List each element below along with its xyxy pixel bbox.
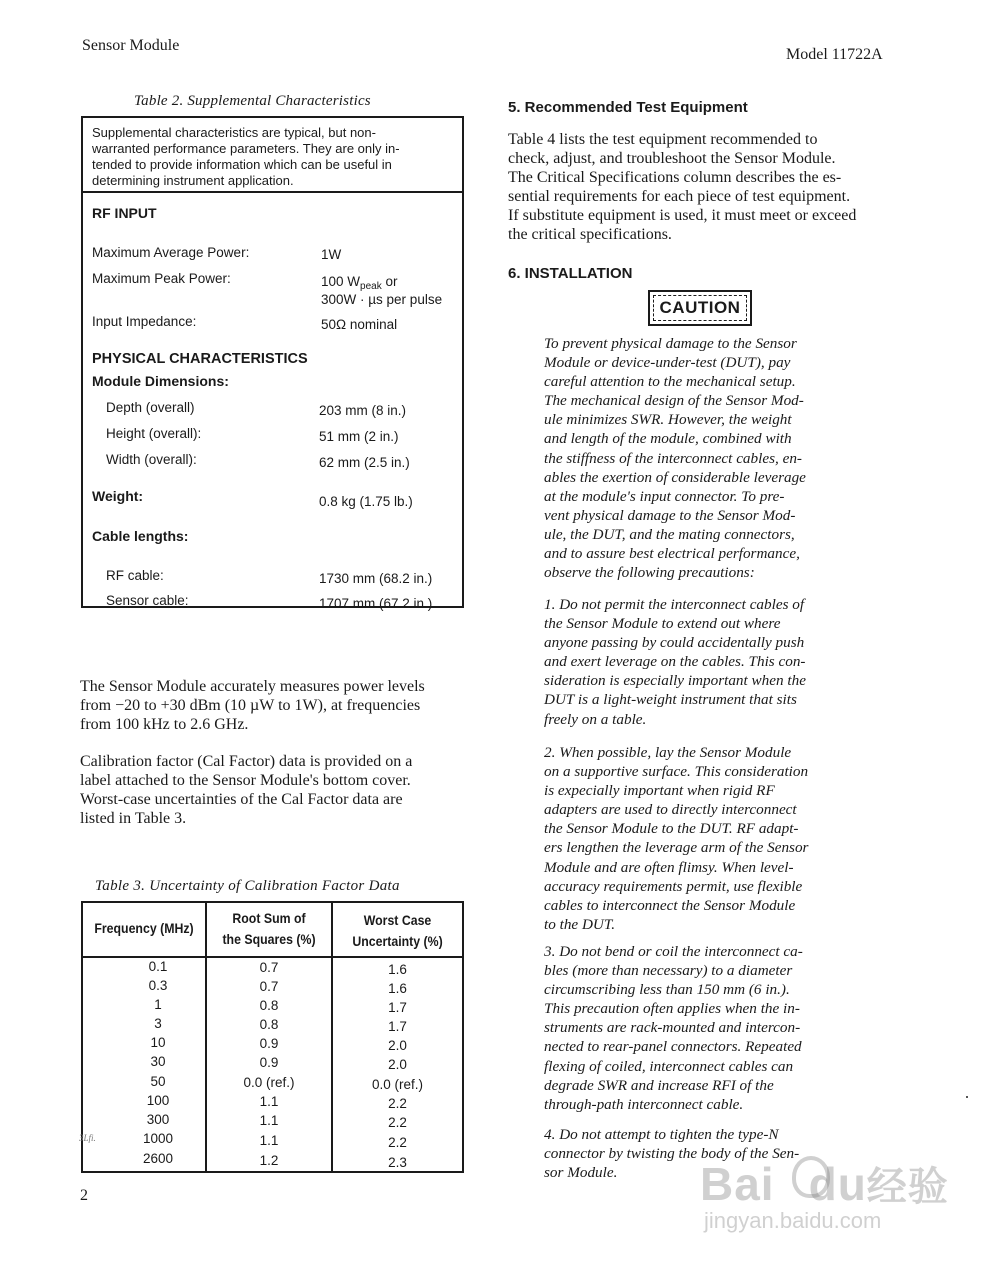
para-line: listed in Table 3.: [80, 810, 187, 827]
header-line: Worst Case: [363, 912, 432, 928]
weight-label: Weight:: [92, 488, 144, 504]
caution-label: CAUTION: [659, 298, 741, 317]
page-number: 2: [80, 1187, 88, 1204]
caution-line: the stiffness of the interconnect cables, en-: [544, 449, 802, 467]
rf-row-label: Input Impedance:: [92, 314, 197, 329]
caution-line: 2. When possible, lay the Sensor Module: [544, 744, 792, 761]
caution-box: [648, 290, 752, 326]
caution-line: the Sensor Module to extend out where: [544, 615, 781, 633]
rf-row-label: Maximum Peak Power:: [92, 271, 231, 286]
rf-row-label: Maximum Average Power:: [92, 245, 250, 260]
header-line: Root Sum of: [232, 910, 306, 926]
table3: [81, 901, 464, 1173]
caution-line: ers lengthen the leverage arm of the Sensor: [544, 839, 809, 857]
freq-cell: 2600: [142, 1151, 174, 1166]
dim-row-label: Height (overall):: [106, 426, 202, 441]
table2-note-text: [92, 125, 456, 189]
caution-line: at the module's input connector. To pre-: [544, 487, 785, 505]
precaution-item-3: [544, 942, 851, 1114]
caution-line: ule, the DUT, and the mating connectors,: [544, 525, 795, 543]
caution-line: sideration is especially important when the: [544, 672, 806, 690]
caution-line: 4. Do not attempt to tighten the type-N: [544, 1126, 779, 1143]
watermark-text: du: [808, 1158, 867, 1210]
header-line: Frequency (MHz): [94, 920, 194, 936]
caution-line: To prevent physical damage to the Sensor: [544, 335, 797, 352]
header-divider: [83, 956, 462, 958]
caution-line: Module or device-under-test (DUT), pay: [544, 354, 791, 372]
worst-cell: 1.7: [388, 1019, 407, 1034]
caution-line: cables to interconnect the Sensor Module: [544, 896, 796, 914]
freq-cell: 100: [146, 1093, 170, 1108]
rss-cell: 0.8: [259, 1017, 279, 1032]
rss-cell: 0.9: [259, 1055, 279, 1070]
rf-row-value: 50Ω nominal: [321, 317, 398, 332]
caution-line: DUT is a light-weight instrument that sits: [544, 691, 797, 709]
cable-heading: Cable lengths:: [92, 528, 189, 544]
rf-row-value-line2: 300W · µs per pulse: [321, 292, 443, 307]
worst-cell: 2.0: [388, 1038, 407, 1053]
worst-cell: 2.3: [388, 1155, 407, 1170]
scan-artifact: 3Lfi.: [79, 1133, 96, 1143]
peak-subscript: peak: [360, 281, 382, 292]
caution-line: the Sensor Module to the DUT. RF adapt-: [544, 820, 799, 838]
dim-row-label: Width (overall):: [106, 452, 197, 467]
caution-line: and to assure best electrical performance,: [544, 545, 800, 563]
freq-cell: 10: [150, 1035, 166, 1050]
header-line: Uncertainty (%): [352, 933, 443, 949]
caution-line: is expecially important when rigid RF: [544, 782, 775, 800]
freq-cell: 50: [150, 1074, 166, 1089]
rss-cell: 1.1: [259, 1094, 279, 1109]
watermark-text: Bai: [700, 1158, 775, 1210]
freq-cell: 1000: [142, 1131, 174, 1146]
rss-cell: 1.1: [259, 1133, 279, 1148]
para-line: the critical specifications.: [508, 226, 672, 243]
body-paragraph: [80, 752, 464, 828]
caution-line: through-path interconnect cable.: [544, 1095, 744, 1113]
running-header-right: Model 11722A: [786, 46, 883, 63]
para-line: label attached to the Sensor Module's bottom cover.: [80, 772, 411, 789]
cable-row-label: RF cable:: [106, 568, 164, 583]
worst-cell: 2.2: [388, 1135, 407, 1150]
caution-line: struments are rack-mounted and intercon-: [544, 1019, 801, 1037]
dim-row-value: 62 mm (2.5 in.): [319, 455, 410, 470]
note-line: warranted performance parameters. They are only in-: [92, 141, 400, 156]
paw-icon: [792, 1156, 830, 1198]
para-line: from −20 to +30 dBm (10 µW to 1W), at frequencies: [80, 697, 421, 714]
running-header-left: Sensor Module: [82, 37, 180, 54]
physical-heading: PHYSICAL CHARACTERISTICS: [92, 351, 308, 367]
dim-row-value: 203 mm (8 in.): [319, 403, 407, 418]
caution-line: observe the following precautions:: [544, 564, 755, 582]
worst-cell: 2.0: [388, 1057, 407, 1072]
caution-line: circumscribing less than 150 mm (6 in.).: [544, 981, 790, 999]
caution-line: connector by twisting the body of the Sen-: [544, 1145, 800, 1163]
caution-line: to the DUT.: [544, 915, 616, 933]
caution-line: ables the exertion of considerable leverage: [544, 468, 806, 486]
worst-cell: 2.2: [388, 1096, 407, 1111]
rss-cell: 0.0 (ref.): [243, 1075, 295, 1090]
weight-value: 0.8 kg (1.75 lb.): [319, 494, 413, 509]
caution-line: bles (more than necessary) to a diameter: [544, 962, 793, 980]
rf-row-value: [321, 274, 397, 292]
worst-cell: 1.6: [388, 981, 407, 996]
worst-cell: 0.0 (ref.): [371, 1077, 423, 1092]
rss-cell: 0.9: [259, 1036, 279, 1051]
caution-line: The mechanical design of the Sensor Mod-: [544, 392, 804, 410]
table3-caption: Table 3. Uncertainty of Calibration Factor Data: [95, 878, 400, 894]
baidu-watermark-url: jingyan.baidu.com: [704, 1208, 882, 1233]
scan-dot: [966, 1096, 968, 1098]
caution-line: adapters are used to directly interconnect: [544, 801, 797, 819]
caution-line: Module and are often flimsy. When level-: [544, 858, 794, 876]
caution-intro: [544, 334, 851, 582]
para-line: from 100 kHz to 2.6 GHz.: [80, 716, 249, 733]
para-line: Worst-case uncertainties of the Cal Factor data are: [80, 791, 403, 808]
precaution-item-1: [544, 595, 851, 729]
caution-line: sor Module.: [544, 1164, 618, 1182]
freq-cell: 30: [150, 1054, 166, 1069]
rss-cell: 0.8: [259, 998, 279, 1013]
dim-row-label: Depth (overall): [106, 400, 195, 415]
table2-caption: Table 2. Supplemental Characteristics: [134, 93, 371, 109]
freq-cell: 0.1: [148, 959, 168, 974]
caution-line: careful attention to the mechanical setup.: [544, 373, 796, 391]
cable-row-value: 1730 mm (68.2 in.): [319, 571, 433, 586]
precaution-item-2: [544, 743, 851, 934]
rss-cell: 1.1: [259, 1113, 279, 1128]
section5-paragraph: [508, 130, 892, 244]
rss-cell: 1.2: [259, 1153, 279, 1168]
note-line: Supplemental characteristics are typical, but non-: [92, 125, 376, 140]
body-paragraph: [80, 677, 464, 734]
caution-line: 3. Do not bend or coil the interconnect ca-: [544, 943, 803, 960]
para-line: Table 4 lists the test equipment recommended to: [508, 131, 818, 148]
rf-input-heading: RF INPUT: [92, 205, 157, 221]
caution-line: accuracy requirements permit, use flexible: [544, 877, 803, 895]
rf-row-value: 1W: [321, 247, 342, 262]
caution-line: and length of the module, combined with: [544, 430, 792, 448]
caution-line: nected to rear-panel connectors. Repeated: [544, 1038, 802, 1056]
caution-line: freely on a table.: [544, 710, 647, 728]
watermark-text: 经验: [866, 1165, 949, 1209]
worst-cell: 1.6: [388, 962, 407, 977]
caution-line: ule minimizes SWR. However, the weight: [544, 411, 792, 429]
worst-cell: 1.7: [388, 1000, 407, 1015]
dim-row-value: 51 mm (2 in.): [319, 429, 399, 444]
para-line: The Sensor Module accurately measures power levels: [80, 678, 425, 695]
caution-line: This precaution often applies when the in-: [544, 1000, 800, 1018]
worst-cell: 2.2: [388, 1115, 407, 1130]
cable-row-label: Sensor cable:: [106, 593, 189, 608]
para-line: The Critical Specifications column describes the es-: [508, 169, 842, 186]
table3-header: [90, 918, 197, 939]
para-line: Calibration factor (Cal Factor) data is provided on a: [80, 753, 413, 770]
table2: [81, 116, 464, 611]
caution-line: degrade SWR and increase RFI of the: [544, 1076, 774, 1094]
note-line: tended to provide information which can be useful in: [92, 157, 392, 172]
table3-header: [214, 908, 323, 950]
rss-cell: 0.7: [259, 960, 279, 975]
header-line: the Squares (%): [222, 931, 316, 947]
freq-cell: 300: [146, 1112, 170, 1127]
para-line: If substitute equipment is used, it must meet or exceed: [508, 207, 857, 224]
rss-cell: 0.7: [259, 979, 279, 994]
table2-note: [83, 118, 462, 193]
peak-power-or: or: [381, 274, 398, 289]
dimensions-heading: Module Dimensions:: [92, 373, 229, 389]
caution-line: and exert leverage on the cables. This con-: [544, 653, 806, 671]
caution-line: on a supportive surface. This consideration: [544, 763, 809, 781]
table3-header: [341, 910, 455, 952]
freq-cell: 1: [154, 997, 162, 1012]
caution-line: vent physical damage to the Sensor Mod-: [544, 506, 796, 524]
freq-cell: 0.3: [148, 978, 168, 993]
para-line: sential requirements for each piece of test equipment.: [508, 188, 851, 205]
cable-row-value: 1707 mm (67.2 in.): [319, 596, 433, 611]
section5-heading: 5. Recommended Test Equipment: [508, 99, 748, 116]
para-line: check, adjust, and troubleshoot the Sensor Module.: [508, 150, 836, 167]
freq-cell: 3: [154, 1016, 162, 1031]
peak-power-value: 100 W: [321, 274, 361, 289]
caution-line: 1. Do not permit the interconnect cables of: [544, 596, 805, 613]
caution-line: anyone passing by could accidentally push: [544, 634, 805, 652]
section6-heading: 6. INSTALLATION: [508, 265, 633, 282]
note-line: determining instrument application.: [92, 173, 294, 188]
caution-line: flexing of coiled, interconnect cables can: [544, 1057, 794, 1075]
